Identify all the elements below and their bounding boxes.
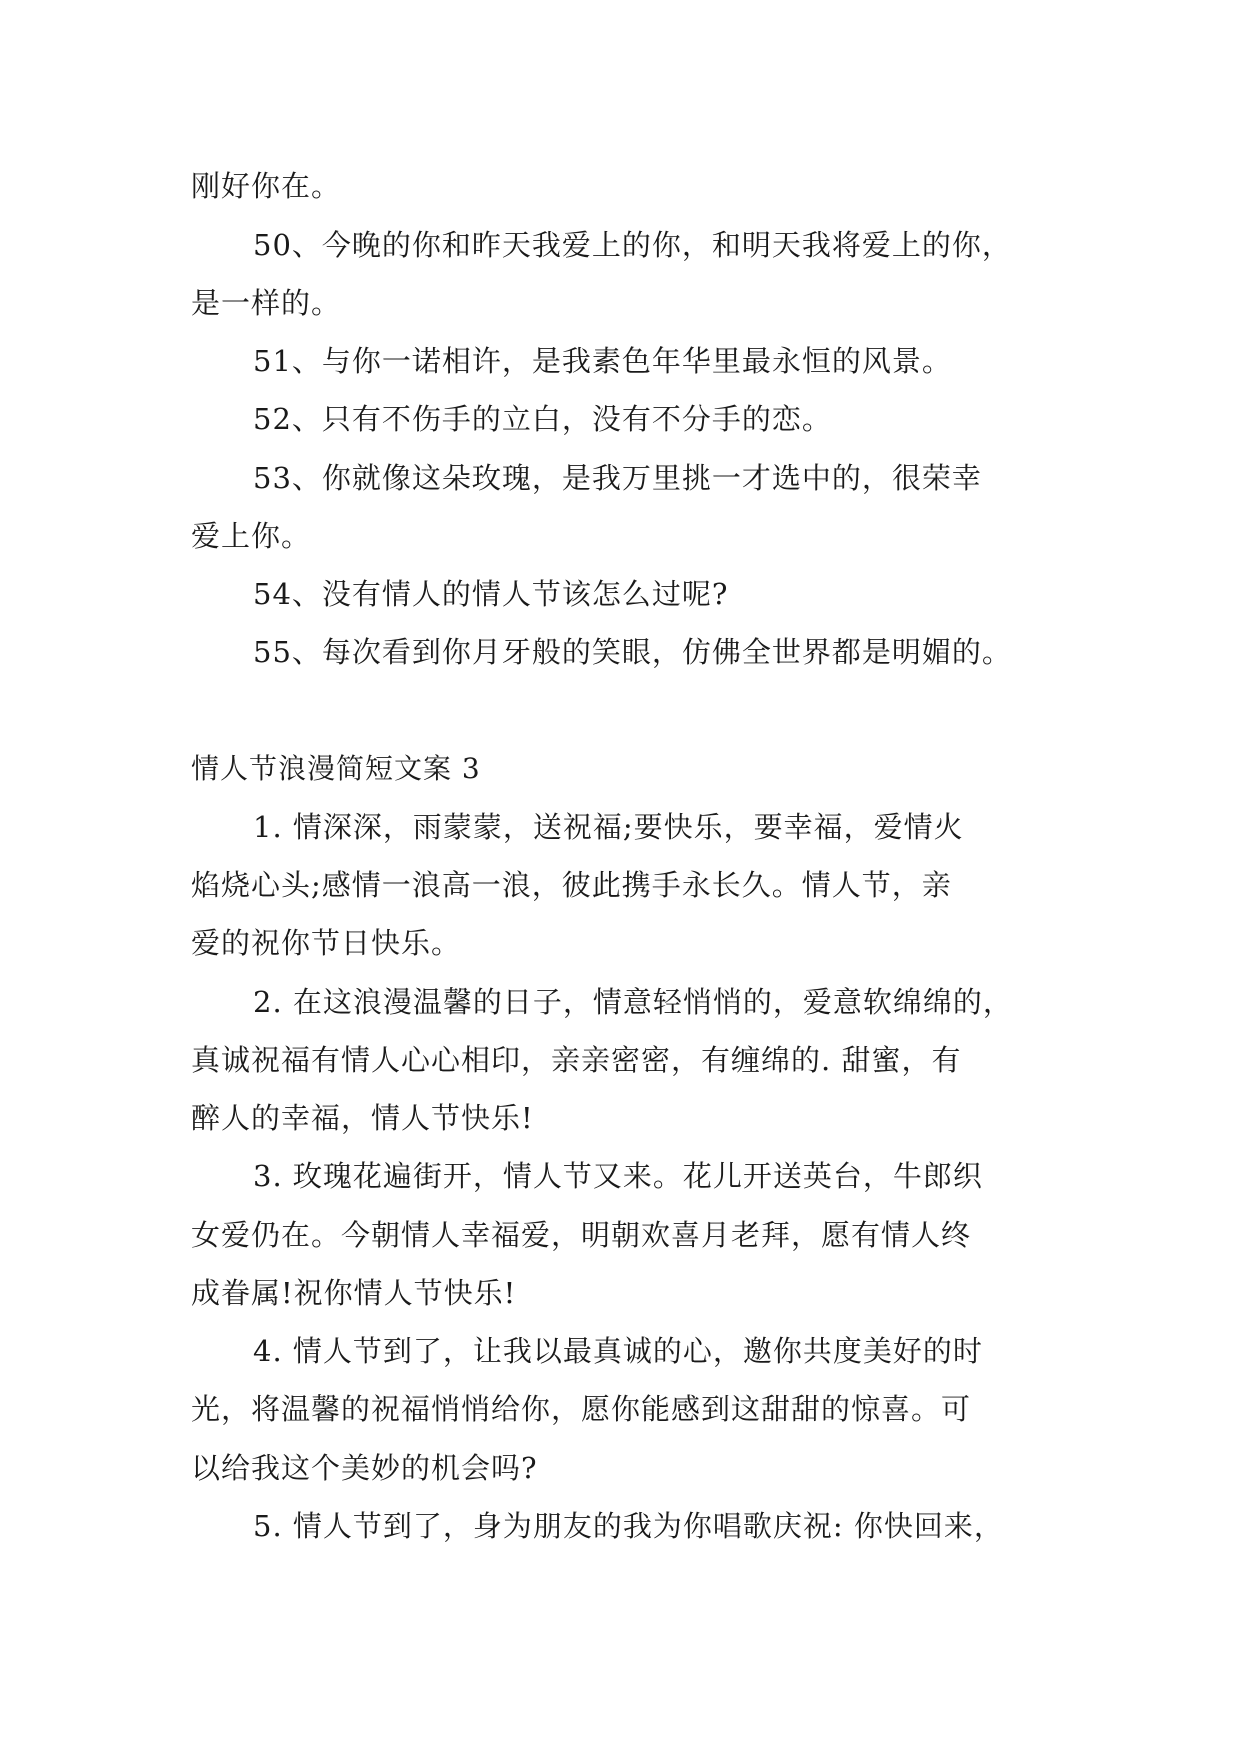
- text-line: 是一样的。: [191, 286, 342, 320]
- text-line: 51、与你一诺相许，是我素色年华里最永恒的风景。: [253, 344, 952, 378]
- text-line: 光，将温馨的祝福悄悄给你，愿你能感到这甜甜的惊喜。可: [191, 1392, 972, 1426]
- text-line: 刚好你在。: [191, 169, 342, 203]
- text-line: 5. 情人节到了，身为朋友的我为你唱歌庆祝: 你快回来，: [253, 1509, 1004, 1543]
- text-line: 焰烧心头;感情一浪高一浪，彼此携手永长久。情人节，亲: [191, 868, 952, 902]
- text-line: 真诚祝福有情人心心相印，亲亲密密，有缠绵的. 甜蜜，有: [191, 1043, 962, 1077]
- text-line: 53、你就像这朵玫瑰，是我万里挑一才选中的，很荣幸: [253, 461, 982, 495]
- text-line: 3. 玫瑰花遍街开，情人节又来。花儿开送英台，牛郎织: [253, 1159, 983, 1193]
- text-line: 50、今晚的你和昨天我爱上的你，和明天我将爱上的你，: [253, 228, 1012, 262]
- text-line: 成眷属!祝你情人节快乐!: [191, 1276, 517, 1310]
- text-line: 爱的祝你节日快乐。: [191, 926, 462, 960]
- text-line: 女爱仍在。今朝情人幸福爱，明朝欢喜月老拜，愿有情人终: [191, 1218, 972, 1252]
- text-line: 1. 情深深，雨蒙蒙，送祝福;要快乐，要幸福，爱情火: [253, 810, 964, 844]
- section-heading: 情人节浪漫简短文案 3: [191, 752, 481, 785]
- text-line: 2. 在这浪漫温馨的日子，情意轻悄悄的，爱意软绵绵的，: [253, 985, 1013, 1019]
- text-line: 以给我这个美妙的机会吗?: [191, 1451, 538, 1485]
- text-line: 4. 情人节到了，让我以最真诚的心，邀你共度美好的时: [253, 1334, 983, 1368]
- text-line: 52、只有不伤手的立白，没有不分手的恋。: [253, 402, 832, 436]
- text-line: 54、没有情人的情人节该怎么过呢?: [253, 577, 729, 611]
- text-line: 爱上你。: [191, 519, 312, 553]
- text-line: 醉人的幸福，情人节快乐!: [191, 1101, 534, 1135]
- text-line: 55、每次看到你月牙般的笑眼，仿佛全世界都是明媚的。: [253, 635, 1012, 669]
